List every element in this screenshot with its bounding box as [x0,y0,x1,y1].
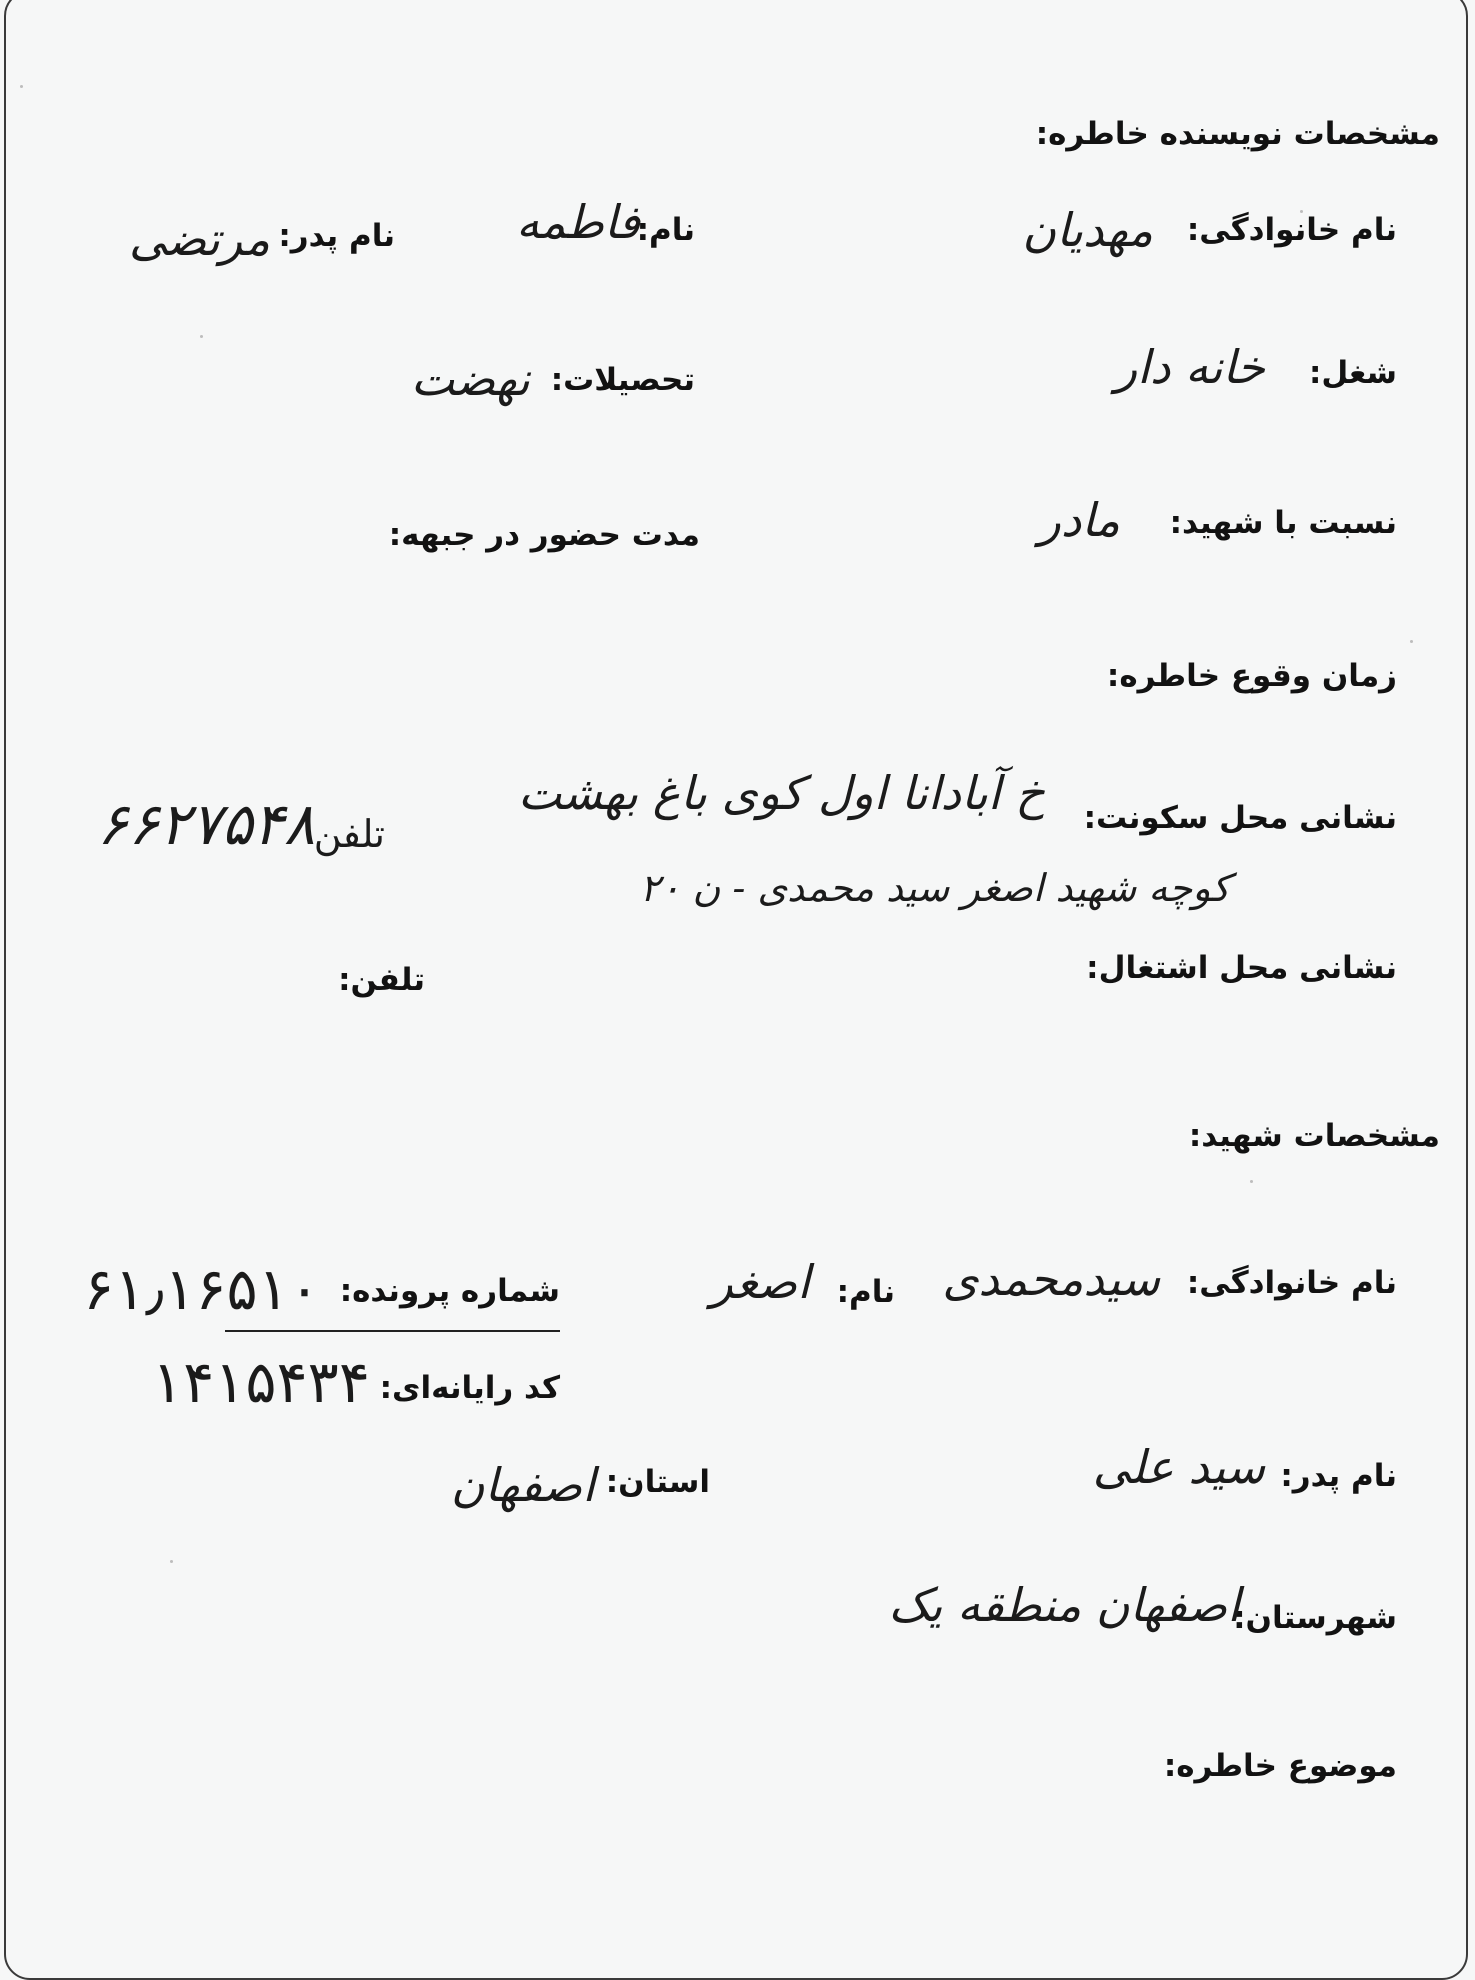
martyr-province-label: استان: [605,1464,710,1500]
writer-home-address-label: نشانی محل سکونت: [1083,800,1397,836]
martyr-memory-subject-label: موضوع خاطره: [1163,1748,1397,1784]
martyr-file-number-label: شماره پرونده: [339,1273,560,1309]
writer-first-name-label: نام: [636,212,695,248]
martyr-first-name-label: نام: [836,1274,895,1310]
paper-speck [1410,640,1413,643]
martyr-father-name-value: سید علی [1092,1440,1265,1494]
writer-last-name-label: نام خانوادگی: [1186,212,1397,248]
martyr-last-name-value: سیدمحمدی [942,1252,1160,1306]
writer-front-duration-label: مدت حضور در جبهه: [388,517,700,553]
writer-work-address-label: نشانی محل اشتغال: [1086,950,1397,986]
martyr-city-value: اصفهان منطقه یک [888,1578,1240,1632]
writer-heading: مشخصات نویسنده خاطره: [1035,116,1440,152]
martyr-computer-code-label: کد رایانه‌ای: [379,1370,560,1406]
martyr-computer-code-value: ۱۴۱۵۴۳۴ [151,1348,370,1416]
writer-home-phone-value: ۶۶۲۷۵۴۸ [96,790,315,858]
paper-speck [170,1560,173,1563]
writer-relation-value: مادر [1038,493,1120,547]
martyr-first-name-value: اصغر [710,1255,810,1309]
writer-education-label: تحصیلات: [550,362,695,398]
paper-speck [200,335,203,338]
writer-job-value: خانه دار [1114,340,1265,394]
writer-home-address-value: خ آبادانا اول کوی باغ بهشت [517,766,1045,820]
writer-education-value: نهضت [410,352,530,406]
writer-father-name-value: مرتضی [128,212,270,266]
writer-father-name-label: نام پدر: [278,218,395,254]
file-number-underline [225,1330,560,1332]
paper-speck [1250,1180,1253,1183]
paper-speck [20,85,23,88]
writer-home-address-value-line2: کوچه شهید اصغر سید محمدی - ن ۲۰ [639,866,1230,910]
martyr-file-number-value: ۶۱٫۱۶۵۱۰ [83,1255,320,1323]
writer-first-name-value: فاطمه [516,195,640,249]
martyr-province-value: اصفهان [450,1458,595,1512]
writer-relation-label: نسبت با شهید: [1169,505,1397,541]
martyr-last-name-label: نام خانوادگی: [1186,1265,1397,1301]
page-border [4,0,1468,1980]
writer-work-phone-label: تلفن: [338,962,425,998]
martyr-father-name-label: نام پدر: [1280,1458,1397,1494]
writer-last-name-value: مهدیان [1022,203,1153,257]
martyr-heading: مشخصات شهید: [1188,1118,1440,1154]
writer-home-phone-label: تلفن [313,812,385,856]
writer-memory-time-label: زمان وقوع خاطره: [1106,658,1397,694]
writer-job-label: شغل: [1308,355,1397,391]
martyr-city-label: شهرستان: [1233,1600,1397,1636]
